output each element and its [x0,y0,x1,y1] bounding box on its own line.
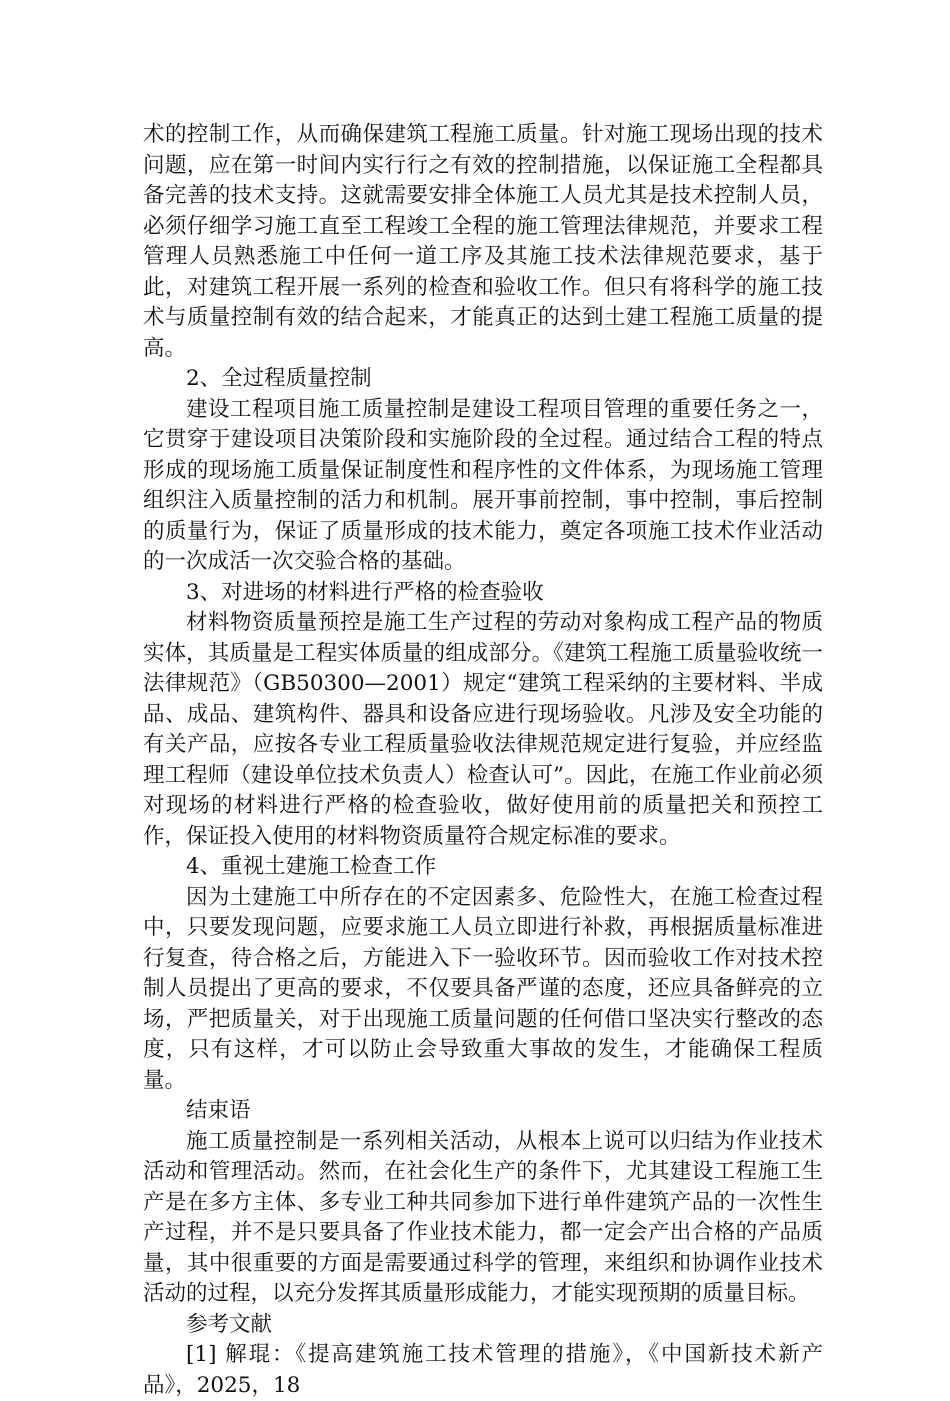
section-4-paragraph: 因为土建施工中所存在的不定因素多、危险性大，在施工检查过程中，只要发现问题，应要求施工人员立即进行补救，再根据质量标准进行复查，待合格之后，方能进入下一验收环节。因而验收工作对技术控制人员提出了更高的要求，不仅要具备严谨的态度，还应具备鲜亮的立场，严把质量关，对于出现施工质量问题的任何借口坚决实行整改的态度，只有这样，才可以防止会导致重大事故的发生，才能确保工程质量。 [143,884,823,1093]
reference-item: [1] 解琨：《提高建筑施工技术管理的措施》，《中国新技术新产品》，2025，18 [143,1342,823,1398]
conclusion-paragraph: 施工质量控制是一系列相关活动，从根本上说可以归结为作业技术活动和管理活动。然而，在社会化生产的条件下，尤其建设工程施工生产是在多方主体、多专业工种共同参加下进行单件建筑产品的一次性生产过程，并不是只要具备了作业技术能力，都一定会产出合格的产品质量，其中很重要的方面是需要通过科学的管理，来组织和协调作业技术活动的过程，以充分发挥其质量形成能力，才能实现预期的质量目标。 [143,1128,823,1306]
document-page [143,120,823,1401]
section-2-heading: 2、全过程质量控制 [186,366,372,391]
section-3-heading: 3、对进场的材料进行严格的检查验收 [186,579,544,605]
conclusion-heading: 结束语 [186,1098,251,1123]
section-4-heading: 4、重视土建施工检查工作 [186,854,437,879]
references-heading: 参考文献 [186,1311,273,1337]
section-3-paragraph: 材料物资质量预控是施工生产过程的劳动对象构成工程产品的物质实体，其质量是工程实体质量的组成部分。《建筑工程施工质量验收统一法律规范》（GB50300—2001）规定“建筑工程采纳的主要材料、半成品、成品、建筑构件、器具和设备应进行现场验收。凡涉及安全功能的有关产品，应按各专业工程质量验收法律规范规定进行复验，并应经监理工程师（建设单位技术负责人）检查认可”。因此，在施工作业前必须对现场的材料进行严格的检查验收，做好使用前的质量把关和预控工作，保证投入使用的材料物资质量符合规定标准的要求。 [143,610,823,849]
section-2-paragraph: 建设工程项目施工质量控制是建设工程项目管理的重要任务之一，它贯穿于建设项目决策阶段和实施阶段的全过程。通过结合工程的特点形成的现场施工质量保证制度性和程序性的文件体系，为现场施工管理组织注入质量控制的活力和机制。展开事前控制，事中控制，事后控制的质量行为，保证了质量形成的技术能力，奠定各项施工技术作业活动的一次成活一次交验合格的基础。 [143,396,823,574]
intro-paragraph: 术的控制工作，从而确保建筑工程施工质量。针对施工现场出现的技术问题，应在第一时间内实行行之有效的控制措施，以保证施工全程都具备完善的技术支持。这就需要安排全体施工人员尤其是技术控制人员，必须仔细学习施工直至工程竣工全程的施工管理法律规范，并要求工程管理人员熟悉施工中任何一道工序及其施工技术法律规范要求，基于此，对建筑工程开展一系列的检查和验收工作。但只有将科学的施工技术与质量控制有效的结合起来，才能真正的达到土建工程施工质量的提高。 [143,122,823,361]
